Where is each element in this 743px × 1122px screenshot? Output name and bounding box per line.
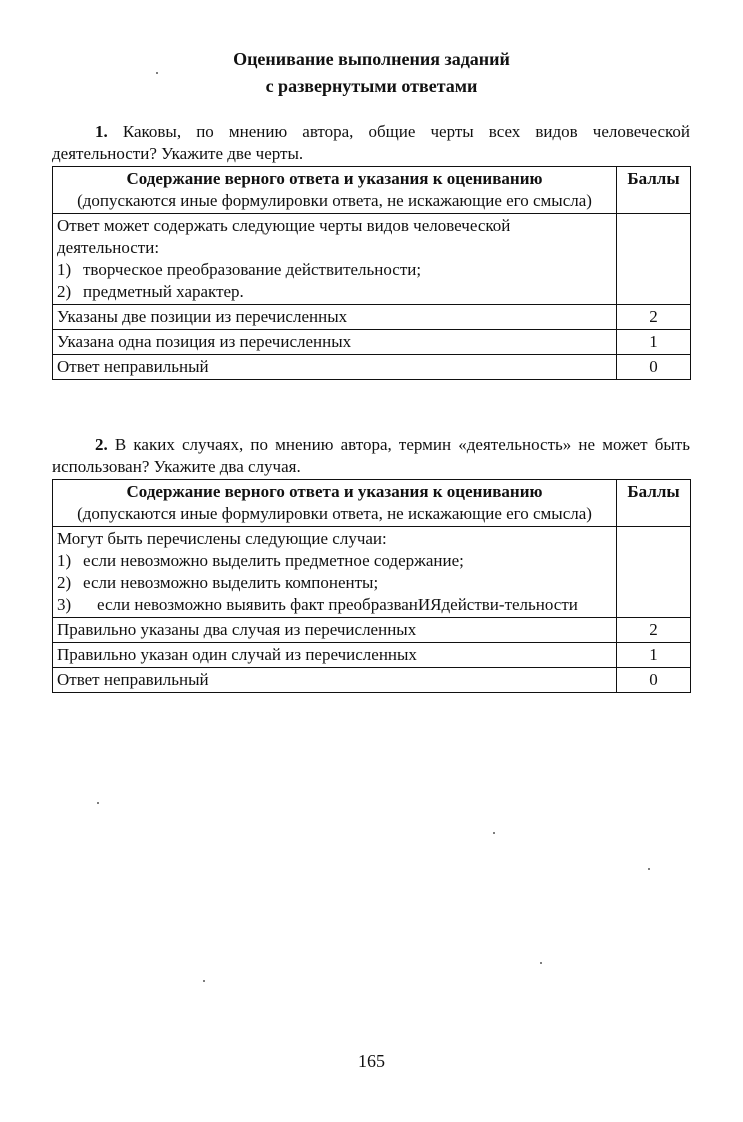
page-title: [0, 46, 743, 100]
answer-intro: Могут быть перечислены следующие случаи:: [57, 529, 387, 548]
title-line-1: Оценивание выполнения заданий: [233, 49, 510, 69]
answer-content-cell: [53, 214, 617, 305]
answer-item: [57, 281, 612, 303]
criteria-row: [53, 668, 691, 693]
header-title: Содержание верного ответа и указания к оцениванию: [126, 482, 543, 501]
question-1-number: 1.: [95, 122, 108, 141]
answer-content-cell: [53, 527, 617, 618]
header-score-cell: Баллы: [617, 167, 691, 214]
criteria-score: 2: [617, 618, 691, 643]
content-row: [53, 527, 691, 618]
item-text: если невозможно выделить компоненты;: [83, 573, 379, 592]
question-1: [52, 121, 690, 165]
content-row: [53, 214, 691, 305]
criteria-score: 1: [617, 643, 691, 668]
answer-item: [57, 259, 612, 281]
scan-speck: [540, 962, 542, 964]
item-text: если невозможно выделить предметное содержание;: [83, 551, 464, 570]
scan-speck: [203, 980, 205, 982]
criteria-row: [53, 643, 691, 668]
header-score-cell: Баллы: [617, 480, 691, 527]
answer-item: [57, 594, 612, 616]
scan-speck: [156, 72, 158, 74]
header-title: Содержание верного ответа и указания к оцениванию: [126, 169, 543, 188]
header-content-cell: [53, 167, 617, 214]
criteria-text: Правильно указан один случай из перечисленных: [53, 643, 617, 668]
criteria-text: Указана одна позиция из перечисленных: [53, 330, 617, 355]
question-2-text: В каких случаях, по мнению автора, термин «деятельность» не может быть использован? Укажите два случая.: [52, 435, 690, 476]
item-text: если невозможно выявить факт преобразванИЯдействи-тельности: [97, 595, 578, 614]
item-number: 1): [57, 551, 72, 570]
item-number: 3): [57, 595, 72, 614]
header-content-cell: [53, 480, 617, 527]
criteria-text: Указаны две позиции из перечисленных: [53, 305, 617, 330]
criteria-row: [53, 618, 691, 643]
empty-score-cell: [617, 214, 691, 305]
title-line-2: с развернутыми ответами: [265, 76, 478, 96]
header-note: (допускаются иные формулировки ответа, не искажающие его смысла): [77, 504, 592, 523]
criteria-score: 0: [617, 355, 691, 380]
criteria-row: [53, 355, 691, 380]
item-number: 2): [57, 282, 72, 301]
criteria-row: [53, 330, 691, 355]
item-number: 1): [57, 260, 72, 279]
criteria-text: Ответ неправильный: [53, 355, 617, 380]
answer-item: [57, 572, 612, 594]
item-text: творческое преобразование действительности;: [83, 260, 422, 279]
criteria-score: 0: [617, 668, 691, 693]
rubric-table-2: [52, 479, 691, 693]
criteria-row: [53, 305, 691, 330]
question-1-text: Каковы, по мнению автора, общие черты всех видов человеческой деятельности? Укажите две черты.: [52, 122, 690, 163]
criteria-text: Ответ неправильный: [53, 668, 617, 693]
item-number: 2): [57, 573, 72, 592]
scan-speck: [97, 802, 99, 804]
item-text: предметный характер.: [83, 282, 244, 301]
scan-speck: [648, 868, 650, 870]
criteria-score: 1: [617, 330, 691, 355]
question-2: [52, 434, 690, 478]
answer-item: [57, 550, 612, 572]
answer-intro: Ответ может содержать следующие черты видов человеческой деятельности:: [57, 216, 511, 257]
table-header-row: [53, 167, 691, 214]
page-number: 165: [358, 1051, 385, 1071]
rubric-table-1: [52, 166, 691, 380]
criteria-score: 2: [617, 305, 691, 330]
header-note: (допускаются иные формулировки ответа, не искажающие его смысла): [77, 191, 592, 210]
scan-speck: [493, 832, 495, 834]
criteria-text: Правильно указаны два случая из перечисленных: [53, 618, 617, 643]
table-header-row: [53, 480, 691, 527]
empty-score-cell: [617, 527, 691, 618]
question-2-number: 2.: [95, 435, 108, 454]
